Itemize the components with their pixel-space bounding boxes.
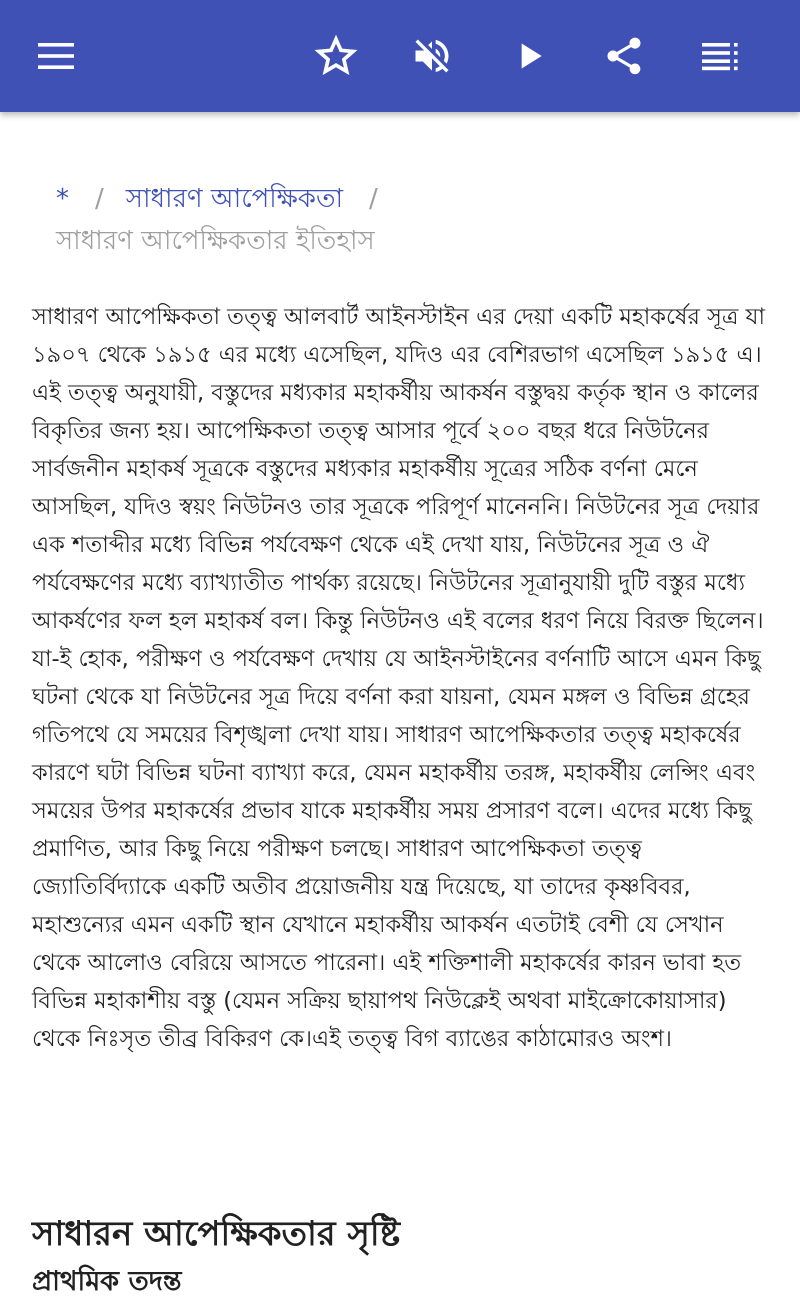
toc-list-icon <box>700 41 740 71</box>
breadcrumb-parent-link[interactable]: সাধারণ আপেক্ষিকতা <box>125 184 344 214</box>
subsection-heading: প্রাথমিক তদন্ত <box>32 1266 182 1297</box>
contents-button[interactable] <box>692 28 748 84</box>
breadcrumb-separator: / <box>369 184 378 214</box>
favorite-button[interactable] <box>308 28 364 84</box>
section-heading: সাধারন আপেক্ষিকতার সৃষ্টি <box>32 1214 401 1254</box>
breadcrumb-separator: / <box>95 184 104 214</box>
share-icon <box>602 34 646 78</box>
app-toolbar <box>0 0 800 112</box>
breadcrumb-current-page: সাধারণ আপেক্ষিকতার ইতিহাস <box>56 226 375 256</box>
play-button[interactable] <box>502 28 558 84</box>
menu-icon <box>36 41 76 71</box>
breadcrumb <box>56 178 756 262</box>
article-view[interactable] <box>0 112 800 1297</box>
article-paragraph: সাধারণ আপেক্ষিকতা তত্ত্ব আলবার্ট আইনস্টাইন এর দেয়া একটি মহাকর্ষের সূত্র যা ১৯০৭ থেকে ১৯১৫ এর মধ্যে এসেছিল, যদিও এর বেশিরভাগ এসেছিল ১৯১৫ এ। এই তত্ত্ব অনুযায়ী, বস্তুদের মধ্যকার মহাকর্ষীয় আকর্ষন বস্তুদ্বয় কর্তৃক স্থান ও কালের বিকৃতির জন্য হয়। আপেক্ষিকতা তত্ত্ব আসার পূর্বে ২০০ বছর ধরে নিউটনের সার্বজনীন মহাকর্ষ সূত্রকে বস্তুদের মধ্যকার মহাকর্ষীয় সূত্রের সঠিক বর্ণনা মেনে আসছিল, যদিও স্বয়ং নিউটনও তার সূত্রকে পরিপূর্ণ মানেননি। নিউটনের সূত্র দেয়ার এক শতাব্দীর মধ্যে বিভিন্ন পর্যবেক্ষণ থেকে এই দেখা যায়, নিউটনের সূত্র ও ঐ পর্যবেক্ষণের মধ্যে ব্যাখ্যাতীত পার্থক্য রয়েছে। নিউটনের সূত্রানুযায়ী দুটি বস্তুর মধ্যে আকর্ষণের ফল হল মহাকর্ষ বল। কিন্তু নিউটনও এই বলের ধরণ নিয়ে বিরক্ত ছিলেন। যা-ই হোক, পরীক্ষণ ও পর্যবেক্ষণ দেখায় যে আইনস্টাইনের বর্ণনাটি আসে এমন কিছু ঘটনা থেকে যা নিউটনের সূত্র দিয়ে বর্ণনা করা যায়না, যেমন মঙ্গল ও বিভিন্ন গ্রহের গতিপথে যে সময়ের বিশৃঙ্খলা দেখা যায়। সাধারণ আপেক্ষিকতার তত্ত্ব মহাকর্ষের কারণে ঘটা বিভিন্ন ঘটনা ব্যাখ্যা করে, যেমন মহাকর্ষীয় তরঙ্গ, মহাকর্ষীয় লেন্সিং এবং সময়ের উপর মহাকর্ষের প্রভাব যাকে মহাকর্ষীয় সময় প্রসারণ বলে। এদের মধ্যে কিছু প্রমাণিত, আর কিছু নিয়ে পরীক্ষণ চলছে। সাধারণ আপেক্ষিকতা তত্ত্ব জ্যোতির্বিদ্যাকে একটি অতীব প্রয়োজনীয় যন্ত্র দিয়েছে, যা তাদের কৃষ্ণবিবর, মহাশুন্যের এমন একটি স্থান যেখানে মহাকর্ষীয় আকর্ষন এতটাই বেশী যে সেখান থেকে আলোও বেরিয়ে আসতে পারেনা। এই শক্তিশালী মহাকর্ষের কারন ভাবা হত বিভিন্ন মহাকাশীয় বস্তু (যেমন সক্রিয় ছায়াপথ নিউক্লেই অথবা মাইক্রোকোয়াসার) থেকে নিঃসৃত তীব্র বিকিরণ কে।এই তত্ত্ব বিগ ব্যাঙের কাঠামোরও অংশ। <box>32 304 766 1052</box>
share-button[interactable] <box>596 28 652 84</box>
volume-off-icon <box>410 34 454 78</box>
mute-button[interactable] <box>404 28 460 84</box>
menu-button[interactable] <box>28 28 84 84</box>
breadcrumb-home-link[interactable]: * <box>56 184 69 214</box>
star-outline-icon <box>314 34 358 78</box>
play-icon <box>510 36 550 76</box>
